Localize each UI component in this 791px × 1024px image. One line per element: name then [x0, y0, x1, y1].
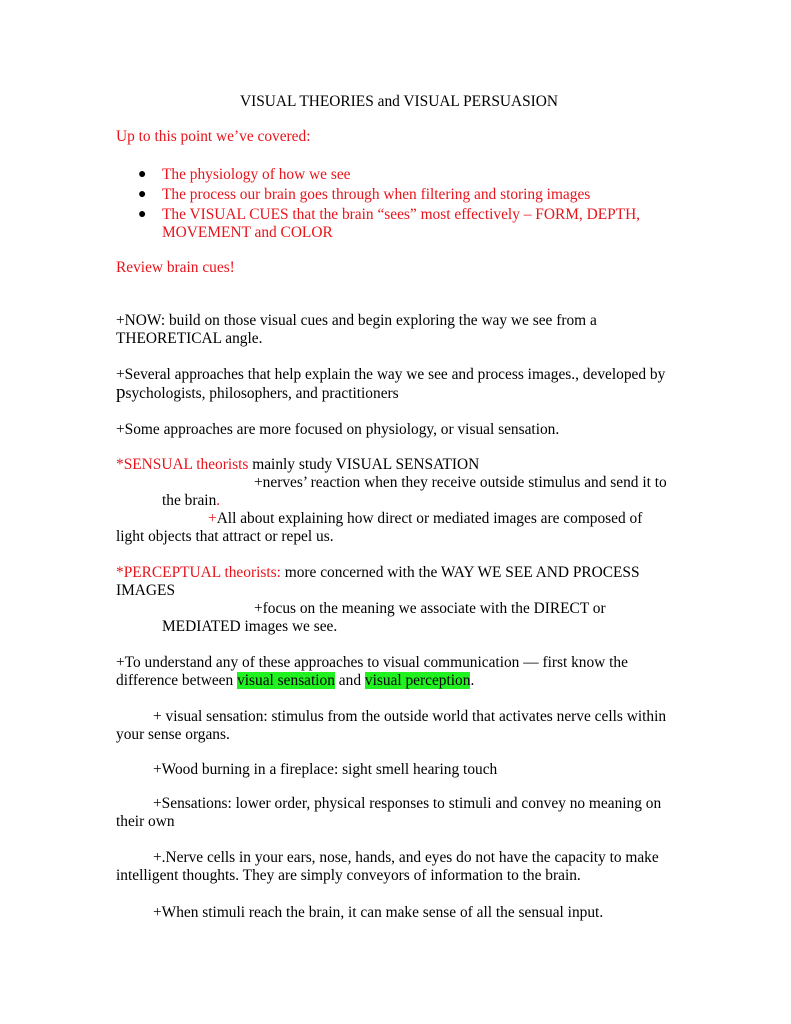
paragraph-sensations: +Sensations: lower order, physical responses to stimuli and convey no meaning on their own: [116, 795, 662, 830]
sensual-theorists-line: *SENSUAL theorists mainly study VISUAL SENSATION: [116, 456, 480, 473]
bullet-dot-icon: ●: [138, 167, 147, 182]
intro-heading: Up to this point we’ve covered:: [116, 128, 311, 145]
highlight-visual-sensation: visual sensation: [237, 672, 335, 689]
paragraph-nerve-cells: +.Nerve cells in your ears, nose, hands, and eyes do not have the capacity to make intelligent thoughts. They are simply conveyors of information to the brain.: [116, 849, 659, 884]
paragraph-wood-burning: +Wood burning in a fireplace: sight smell hearing touch: [153, 761, 498, 778]
review-line: Review brain cues!: [116, 259, 235, 276]
paragraph-some-approaches: +Some approaches are more focused on physiology, or visual sensation.: [116, 421, 560, 438]
paragraph-understand: +To understand any of these approaches to visual communication — first know the difference between visual sensation and visual perception.: [116, 654, 628, 689]
nerves-line: +nerves’ reaction when they receive outside stimulus and send it to the brain.: [162, 474, 667, 509]
bullet-dot-icon: ●: [138, 187, 147, 202]
highlight-visual-perception: visual perception: [364, 672, 471, 689]
perceptual-theorists-line: *PERCEPTUAL theorists: more concerned with the WAY WE SEE AND PROCESS IMAGES: [116, 564, 640, 599]
bullet-dot-icon: ●: [138, 207, 147, 222]
list-item: ● The process our brain goes through when filtering and storing images: [138, 186, 591, 203]
list-item: ● The VISUAL CUES that the brain “sees” most effectively – FORM, DEPTH, MOVEMENT and COLOR: [138, 206, 641, 241]
paragraph-now: +NOW: build on those visual cues and begin exploring the way we see from a THEORETICAL angle.: [116, 312, 597, 347]
all-about-line: +All about explaining how direct or mediated images are composed of light objects that attract or repel us.: [116, 510, 643, 545]
paragraph-when-stimuli: +When stimuli reach the brain, it can make sense of all the sensual input.: [153, 904, 604, 921]
document-title: VISUAL THEORIES and VISUAL PERSUASION: [239, 93, 559, 110]
covered-list: [116, 166, 676, 244]
focus-line: +focus on the meaning we associate with the DIRECT or MEDIATED images we see.: [162, 600, 606, 635]
list-item: ● The physiology of how we see: [138, 166, 351, 183]
paragraph-visual-sensation-definition: + visual sensation: stimulus from the outside world that activates nerve cells within your sense organs.: [116, 708, 667, 743]
paragraph-approaches: +Several approaches that help explain the way we see and process images., developed by psychologists, philosophers, and practitioners: [116, 366, 666, 403]
